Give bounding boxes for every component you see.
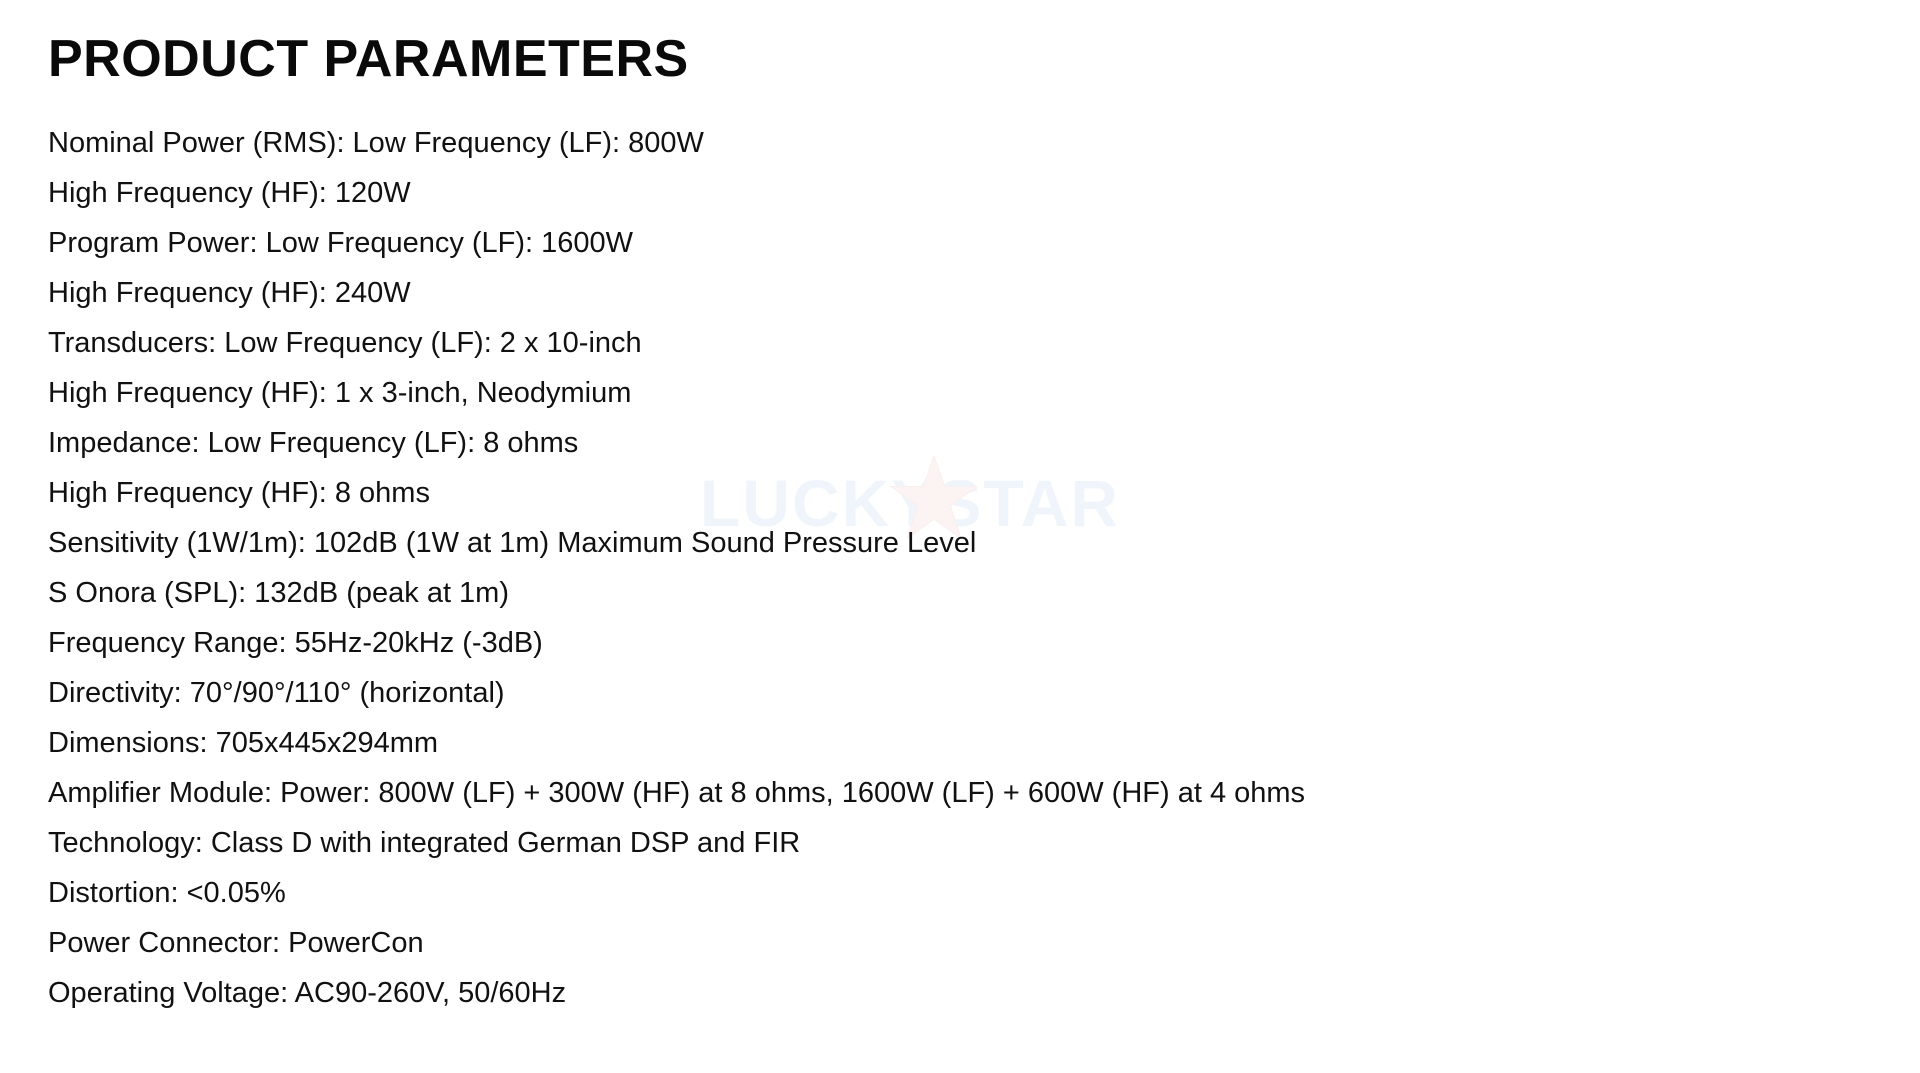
spec-line: High Frequency (HF): 240W	[48, 276, 411, 309]
spec-line: Technology: Class D with integrated German DSP and FIR	[48, 826, 801, 859]
spec-line: Dimensions: 705x445x294mm	[48, 726, 439, 759]
spec-list	[48, 118, 1920, 1018]
spec-line: Nominal Power (RMS): Low Frequency (LF): 800W	[48, 126, 704, 159]
spec-line: Impedance: Low Frequency (LF): 8 ohms	[48, 426, 579, 459]
spec-line: Amplifier Module: Power: 800W (LF) + 300W (HF) at 8 ohms, 1600W (LF) + 600W (HF) at 4 ohms	[48, 776, 1306, 809]
spec-line: Directivity: 70°/90°/110° (horizontal)	[48, 676, 505, 709]
spec-line: S Onora (SPL): 132dB (peak at 1m)	[48, 576, 509, 609]
spec-line: Frequency Range: 55Hz-20kHz (-3dB)	[48, 626, 543, 659]
spec-line: High Frequency (HF): 8 ohms	[48, 476, 430, 509]
spec-line: High Frequency (HF): 120W	[48, 176, 411, 209]
page-title: PRODUCT PARAMETERS	[48, 30, 689, 88]
spec-line: Transducers: Low Frequency (LF): 2 x 10-inch	[48, 326, 642, 359]
spec-line: High Frequency (HF): 1 x 3-inch, Neodymium	[48, 376, 632, 409]
spec-line: Power Connector: PowerCon	[48, 926, 424, 959]
spec-line: Sensitivity (1W/1m): 102dB (1W at 1m) Maximum Sound Pressure Level	[48, 526, 977, 559]
spec-line: Operating Voltage: AC90-260V, 50/60Hz	[48, 976, 567, 1009]
spec-line: Program Power: Low Frequency (LF): 1600W	[48, 226, 634, 259]
spec-line: Distortion: <0.05%	[48, 876, 286, 909]
watermark-text: LUCKYSTAR	[700, 466, 1121, 540]
